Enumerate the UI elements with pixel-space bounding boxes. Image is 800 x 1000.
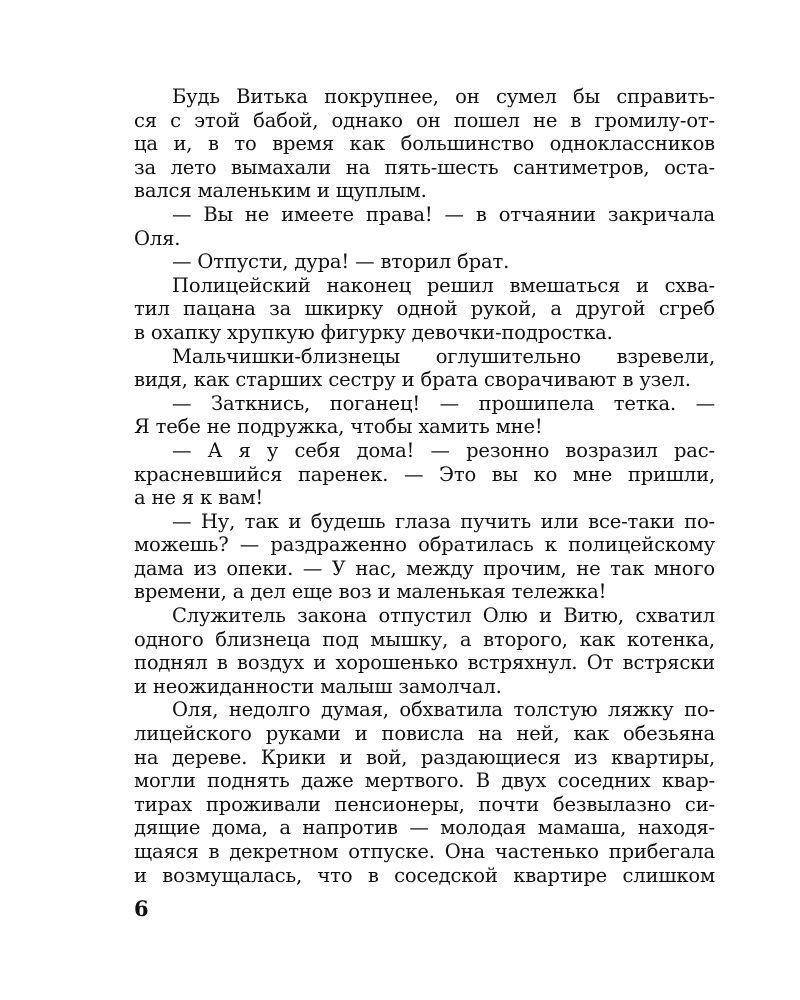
text-line: Оля, недолго думая, обхватила толстую ляжку по- [172, 698, 715, 722]
text-line: можешь? — раздраженно обратилась к полицейскому [134, 533, 715, 557]
text-line: Будь Витька покрупнее, он сумел бы справить- [172, 85, 715, 108]
text-line: могли поднять даже мертвого. В двух соседних квар- [134, 769, 715, 793]
text-line: за лето вымахали на пять-шесть сантиметров, оста- [134, 155, 715, 179]
text-line: ся с этой бабой, однако он пошел не в громилу-от- [134, 108, 715, 132]
text-line: — А я у себя дома! — резонно возразил рас- [172, 438, 715, 462]
text-line: поднял в воздух и хорошенько встряхнул. От встряски [134, 651, 715, 675]
text-line: на дереве. Крики и вой, раздающиеся из квартиры, [134, 745, 715, 769]
text-line: Я тебе не подружка, чтобы хамить мне! [134, 415, 543, 439]
text-line: вался маленьким и щуплым. [134, 179, 427, 203]
text-line: в охапку хрупкую фигурку девочки-подростка. [134, 320, 613, 344]
page-number: 6 [134, 896, 149, 921]
text-line: лицейского руками и повисла на ней, как обезьяна [134, 722, 715, 746]
text-line: дящие дома, а напротив — молодая мамаша, находя- [134, 816, 715, 840]
text-line: и возмущалась, что в соседской квартире слишком [134, 863, 715, 887]
text-line: одного близнеца под мышку, а второго, как котенка, [134, 627, 715, 651]
text-line: времени, а дел еще воз и маленькая тележка! [134, 580, 607, 604]
text-line: и неожиданности малыш замолчал. [134, 674, 502, 698]
text-line: Полицейский наконец решил вмешаться и схва- [172, 273, 715, 297]
text-line: красневшийся паренек. — Это вы ко мне пришли, [134, 462, 715, 486]
text-line: Служитель закона отпустил Олю и Витю, схватил [172, 604, 715, 628]
text-line: Оля. [134, 226, 181, 250]
text-line: тил пацана за шкирку одной рукой, а другой сгреб [134, 297, 715, 321]
text-line: тирах проживали пенсионеры, почти безвылазно си- [134, 792, 715, 816]
text-line: а не я к вам! [134, 486, 264, 510]
body-text [134, 85, 715, 887]
text-line: Мальчишки-близнецы оглушительно взревели, [172, 344, 715, 368]
text-line: — Заткнись, поганец! — прошипела тетка. — [172, 391, 715, 415]
text-line: ца и, в то время как большинство одноклассников [134, 132, 715, 156]
text-line: щаяся в декретном отпуске. Она частенько прибегала [134, 840, 715, 863]
text-line: — Вы не имеете права! — в отчаянии закричала [172, 202, 715, 226]
text-line: видя, как старших сестру и брата сворачивают в узел. [134, 368, 691, 392]
text-line: — Отпусти, дура! — вторил брат. [172, 250, 510, 274]
text-line: — Ну, так и будешь глаза пучить или все-таки по- [172, 509, 715, 533]
text-line: дама из опеки. — У нас, между прочим, не так много [134, 556, 715, 580]
